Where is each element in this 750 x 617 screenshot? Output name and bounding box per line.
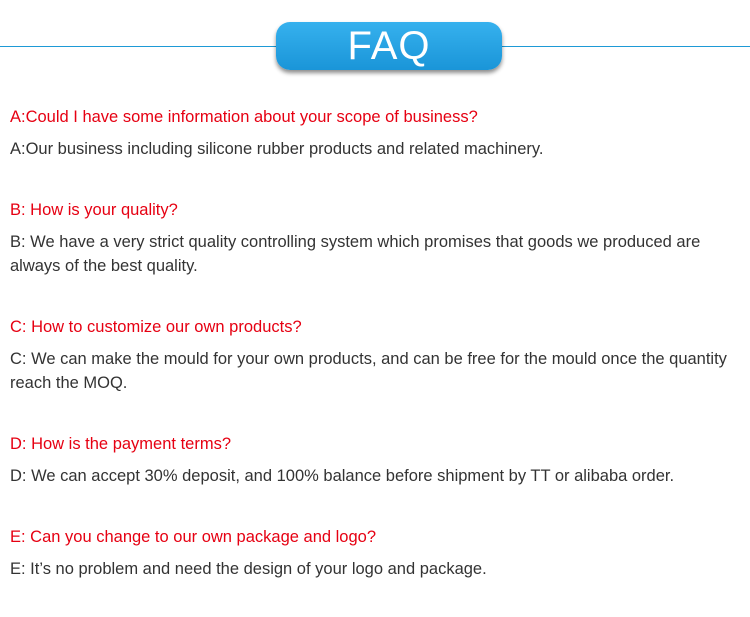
faq-answer: E: It’s no problem and need the design of your logo and package. [10, 560, 487, 578]
header-divider-right [501, 46, 750, 47]
faq-title-badge: FAQ [276, 22, 502, 70]
faq-question: B: How is your quality? [10, 201, 178, 219]
faq-question: D: How is the payment terms? [10, 435, 231, 453]
faq-answer: C: We can make the mould for your own products, and can be free for the mould once the quantity reach the MOQ. [10, 350, 727, 392]
faq-answer: D: We can accept 30% deposit, and 100% balance before shipment by TT or alibaba order. [10, 467, 675, 485]
header-divider-left [0, 46, 278, 47]
faq-header [0, 0, 750, 80]
faq-question: C: How to customize our own products? [10, 318, 302, 336]
faq-answer: B: We have a very strict quality controlling system which promises that goods we produced are always of the best quality. [10, 233, 701, 275]
faq-question: E: Can you change to our own package and logo? [10, 528, 377, 546]
faq-answer: A:Our business including silicone rubber products and related machinery. [10, 140, 544, 158]
faq-item-d [10, 433, 745, 526]
faq-item-c [10, 316, 745, 433]
faq-item-b [10, 199, 745, 316]
faq-item-e [10, 526, 745, 596]
faq-item-a [10, 106, 745, 199]
faq-list [10, 106, 745, 596]
faq-question: A:Could I have some information about your scope of business? [10, 108, 478, 126]
